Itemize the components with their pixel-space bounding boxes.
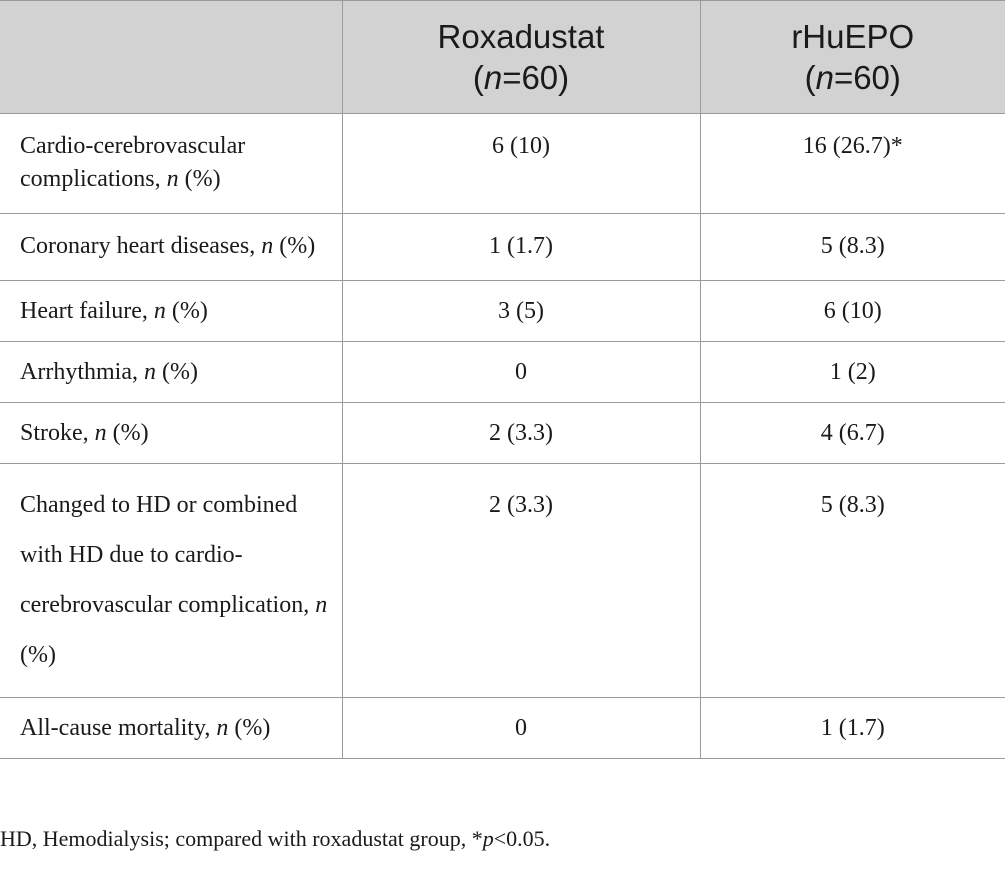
table-row xyxy=(0,342,1005,403)
header-empty-cell xyxy=(0,1,342,114)
cell-rhuepo: 1 (2) xyxy=(700,342,1005,403)
cell-roxadustat: 6 (10) xyxy=(342,114,700,214)
row-label-text: Stroke, xyxy=(20,419,95,446)
cell-roxadustat: 2 (3.3) xyxy=(342,464,700,698)
row-label-unit: (%) xyxy=(155,358,198,385)
cell-roxadustat: 0 xyxy=(342,342,700,403)
footnote-p-value: <0.05. xyxy=(493,826,551,851)
header-rhuepo-n-var: n xyxy=(815,59,834,96)
table-row xyxy=(0,114,1005,214)
header-roxadustat-name: Roxadustat xyxy=(437,18,605,55)
row-label xyxy=(0,342,342,403)
cell-roxadustat: 3 (5) xyxy=(342,281,700,342)
row-label xyxy=(0,214,342,281)
cell-roxadustat: 2 (3.3) xyxy=(342,403,700,464)
row-label-n-var: n xyxy=(261,233,274,259)
table-row xyxy=(0,464,1005,698)
header-roxadustat-n-value: =60) xyxy=(502,59,570,96)
header-rhuepo xyxy=(700,1,1005,114)
row-label xyxy=(0,464,342,698)
row-label-text: Cardio-cerebrovascular complications, xyxy=(20,133,246,192)
cell-rhuepo: 1 (1.7) xyxy=(700,698,1005,759)
header-rhuepo-n xyxy=(701,57,1005,98)
footnote-text: HD, Hemodialysis; compared with roxadustat group, * xyxy=(0,826,483,851)
row-label-n-var: n xyxy=(153,297,166,324)
footnote-p-var: p xyxy=(482,826,494,851)
table-header-row xyxy=(0,1,1005,114)
row-label-unit: (%) xyxy=(273,233,316,259)
cell-rhuepo: 4 (6.7) xyxy=(700,403,1005,464)
header-roxadustat xyxy=(342,1,700,114)
row-label-text: Coronary heart diseases, xyxy=(20,233,262,259)
table-row xyxy=(0,698,1005,759)
header-rhuepo-paren: ( xyxy=(804,59,816,96)
cell-roxadustat: 1 (1.7) xyxy=(342,214,700,281)
table-row xyxy=(0,214,1005,281)
cell-rhuepo: 16 (26.7)* xyxy=(700,114,1005,214)
row-label-n-var: n xyxy=(315,592,328,618)
row-label xyxy=(0,114,342,214)
row-label-text: Changed to HD or combined with HD due to cardio-cerebrovascular complication, xyxy=(20,492,316,618)
table-row xyxy=(0,403,1005,464)
header-roxadustat-paren: ( xyxy=(472,59,484,96)
row-label-n-var: n xyxy=(166,166,179,192)
row-label-text: Heart failure, xyxy=(20,297,154,324)
row-label-text: All-cause mortality, xyxy=(20,714,217,741)
row-label-n-var: n xyxy=(216,714,229,741)
row-label-unit: (%) xyxy=(20,642,56,668)
header-rhuepo-n-value: =60) xyxy=(833,59,901,96)
row-label-text: Arrhythmia, xyxy=(20,358,144,385)
table-footnote xyxy=(0,826,550,852)
row-label-n-var: n xyxy=(94,419,107,446)
row-label-unit: (%) xyxy=(165,297,208,324)
row-label xyxy=(0,281,342,342)
cell-roxadustat: 0 xyxy=(342,698,700,759)
header-roxadustat-n-var: n xyxy=(483,59,503,96)
header-roxadustat-n xyxy=(343,57,700,98)
table-row xyxy=(0,281,1005,342)
cell-rhuepo: 5 (8.3) xyxy=(700,214,1005,281)
row-label-unit: (%) xyxy=(228,714,271,741)
row-label-unit: (%) xyxy=(106,419,149,446)
row-label-n-var: n xyxy=(143,358,156,385)
row-label-unit: (%) xyxy=(178,166,221,192)
row-label xyxy=(0,403,342,464)
header-rhuepo-name: rHuEPO xyxy=(791,18,915,55)
row-label xyxy=(0,698,342,759)
cell-rhuepo: 5 (8.3) xyxy=(700,464,1005,698)
cell-rhuepo: 6 (10) xyxy=(700,281,1005,342)
